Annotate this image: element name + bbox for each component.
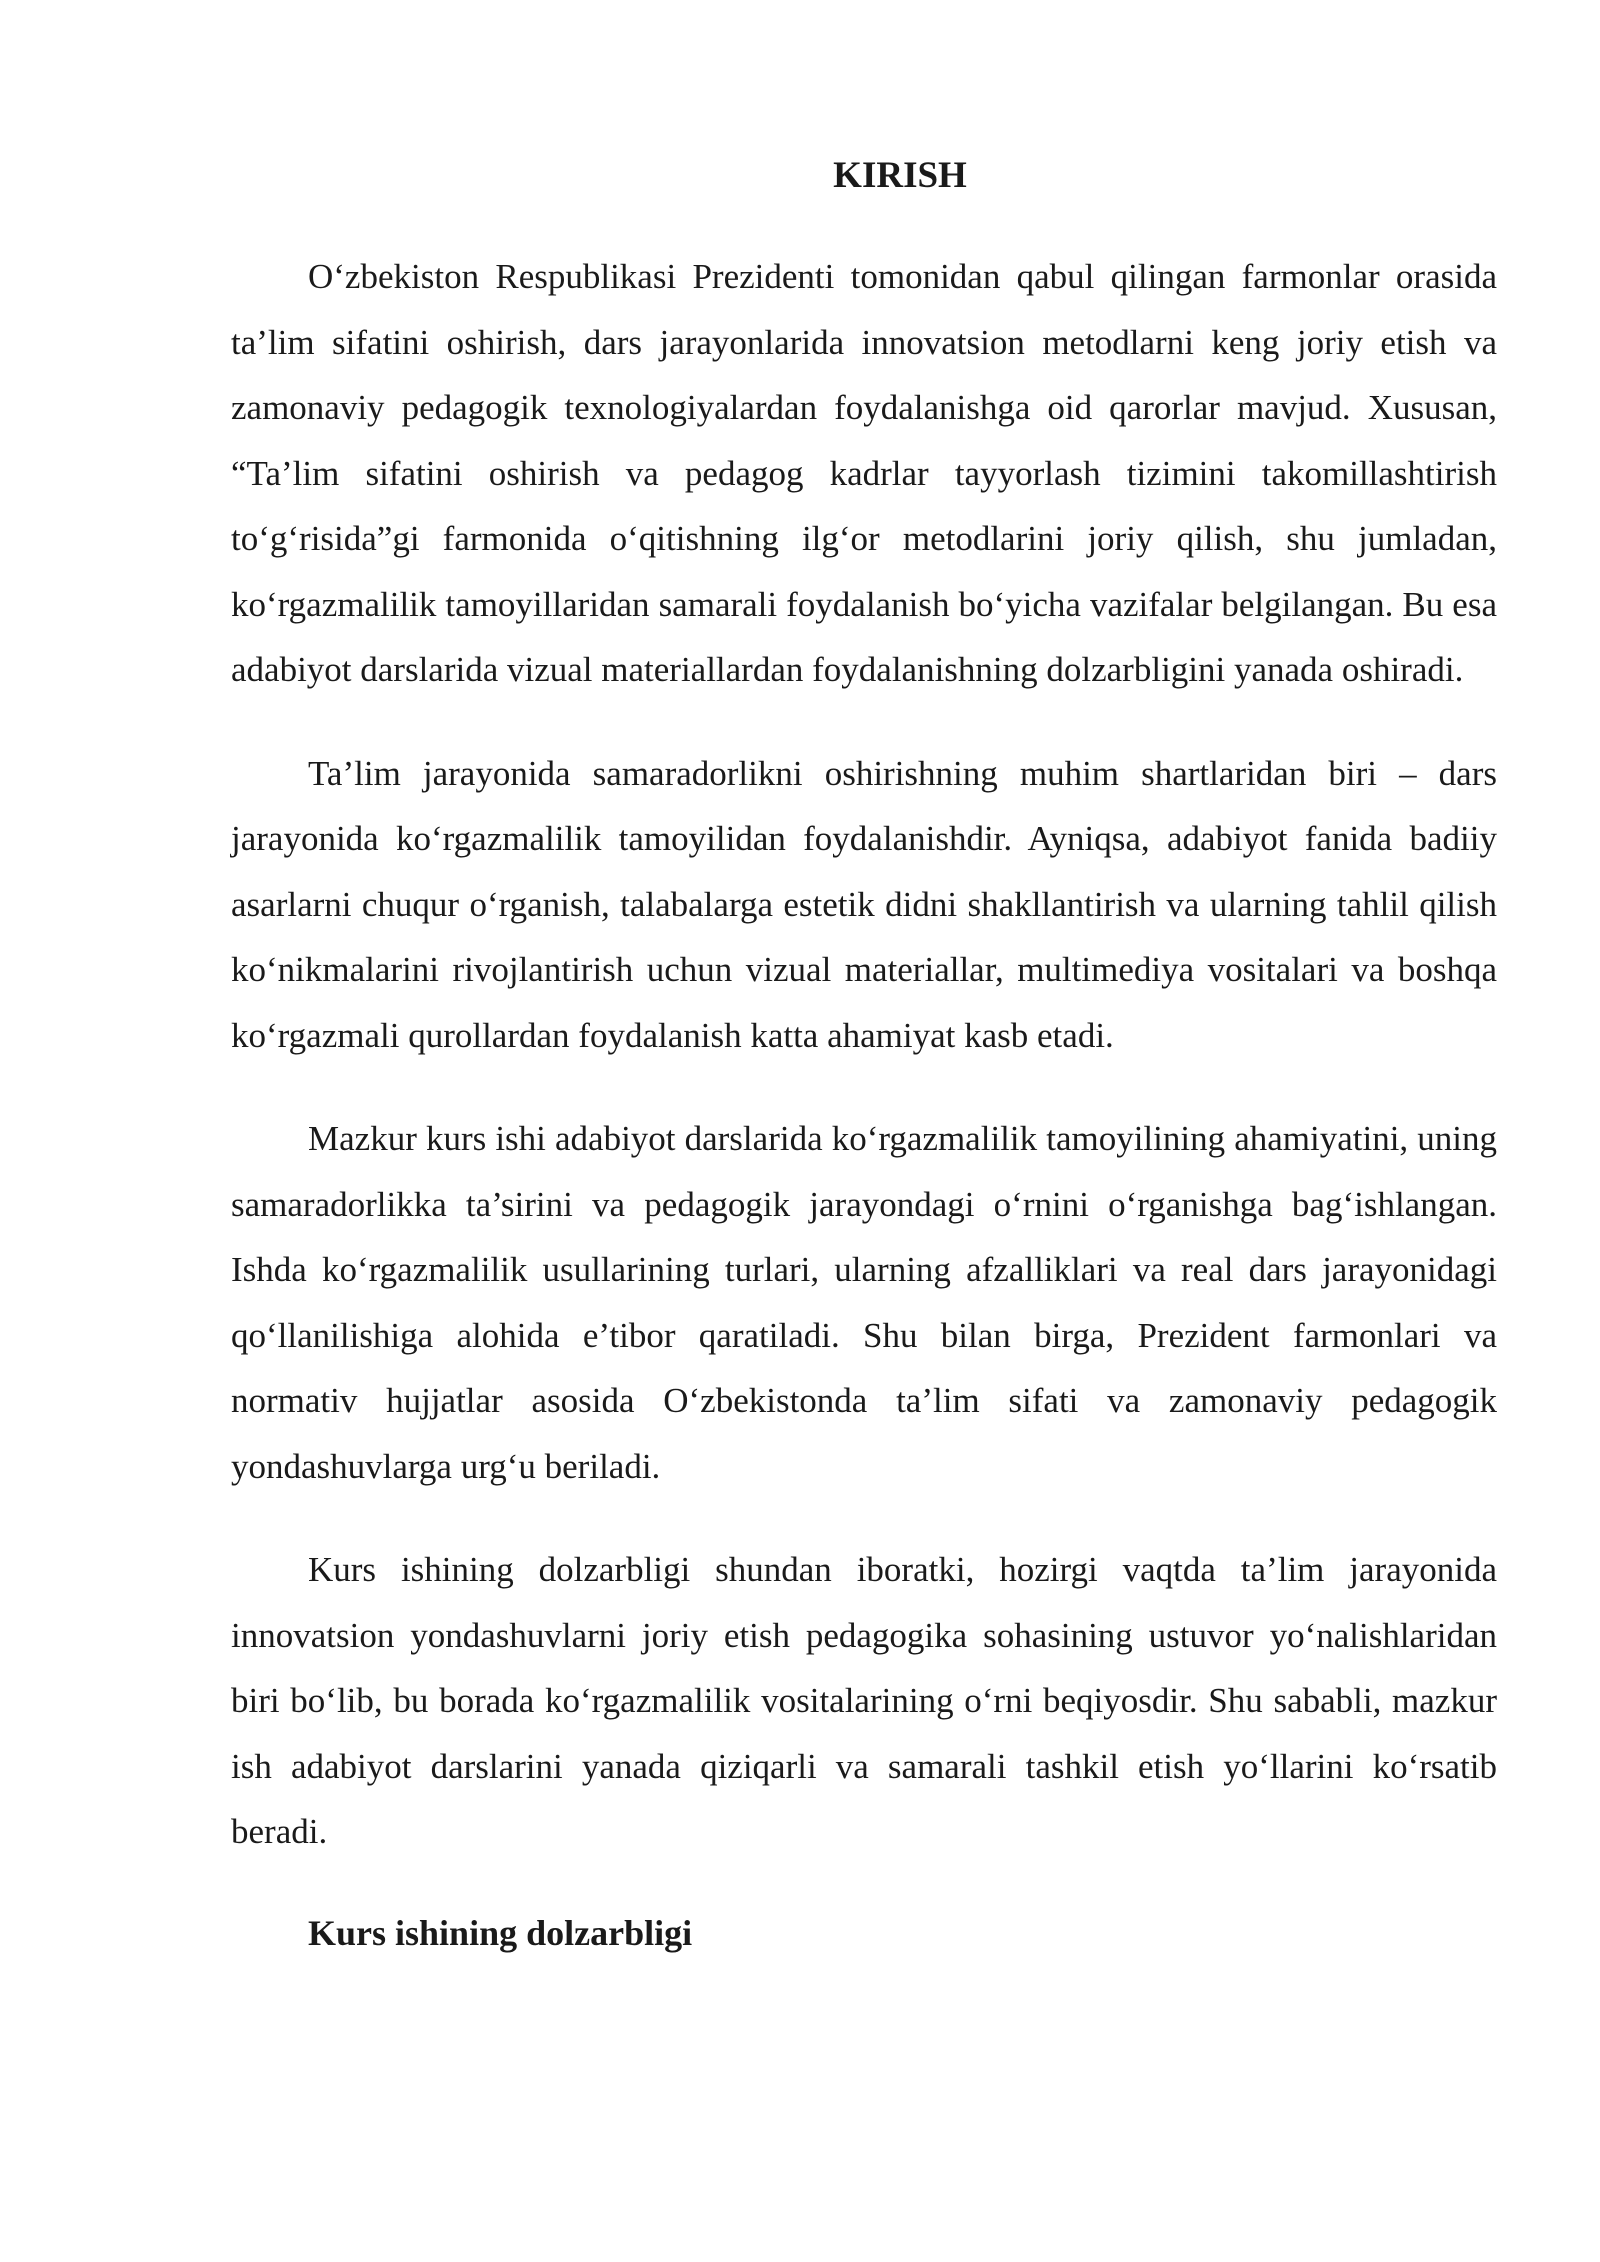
page-title: KIRISH (833, 155, 967, 196)
section-heading: Kurs ishining dolzarbligi (308, 1912, 693, 1953)
paragraph-2: Ta’lim jarayonida samaradorlikni oshirishning muhim shartlaridan biri – dars jarayonida ko‘rgazmalilik tamoyilidan foydalanishdir. Ayniqsa, adabiyot fanida badiiy asarlarni chuqur o‘rganish, talabalarga estetik didni shakllantirish va ularning tahlil qilish ko‘nikmalarini rivojlantirish uchun vizual materiallar, multimediya vositalari va boshqa ko‘rgazmali qurollardan foydalanish katta ahamiyat kasb etadi. (231, 753, 1497, 1055)
paragraph-1: O‘zbekiston Respublikasi Prezidenti tomonidan qabul qilingan farmonlar orasida ta’lim sifatini oshirish, dars jarayonlarida innovatsion metodlarni keng joriy etish va zamonaviy pedagogik texnologiyalardan foydalanishga oid qarorlar mavjud. Xususan, “Ta’lim sifatini oshirish va pedagog kadrlar tayyorlash tizimini takomillashtirish to‘g‘risida”gi farmonida o‘qitishning ilg‘or metodlarini joriy qilish, shu jumladan, ko‘rgazmalilik tamoyillaridan samarali foydalanish bo‘yicha vazifalar belgilangan. Bu esa adabiyot darslarida vizual materiallardan foydalanishning dolzarbligini yanada oshiradi. (231, 257, 1497, 689)
paragraph-4: Kurs ishining dolzarbligi shundan iboratki, hozirgi vaqtda ta’lim jarayonida innovatsion yondashuvlarni joriy etish pedagogika sohasining ustuvor yo‘nalishlaridan biri bo‘lib, bu borada ko‘rgazmalilik vositalarining o‘rni beqiyosdir. Shu sababli, mazkur ish adabiyot darslarini yanada qiziqarli va samarali tashkil etish yo‘llarini ko‘rsatib beradi. (231, 1550, 1497, 1851)
paragraph-3: Mazkur kurs ishi adabiyot darslarida ko‘rgazmalilik tamoyilining ahamiyatini, uning samaradorlikka ta’sirini va pedagogik jarayondagi o‘rnini o‘rganishga bag‘ishlangan. Ishda ko‘rgazmalilik usullarining turlari, ularning afzalliklari va real dars jarayonidagi qo‘llanilishiga alohida e’tibor qaratiladi. Shu bilan birga, Prezident farmonlari va normativ hujjatlar asosida O‘zbekistonda ta’lim sifati va zamonaviy pedagogik yondashuvlarga urg‘u beriladi. (231, 1119, 1497, 1486)
document-page (231, 150, 1497, 1963)
